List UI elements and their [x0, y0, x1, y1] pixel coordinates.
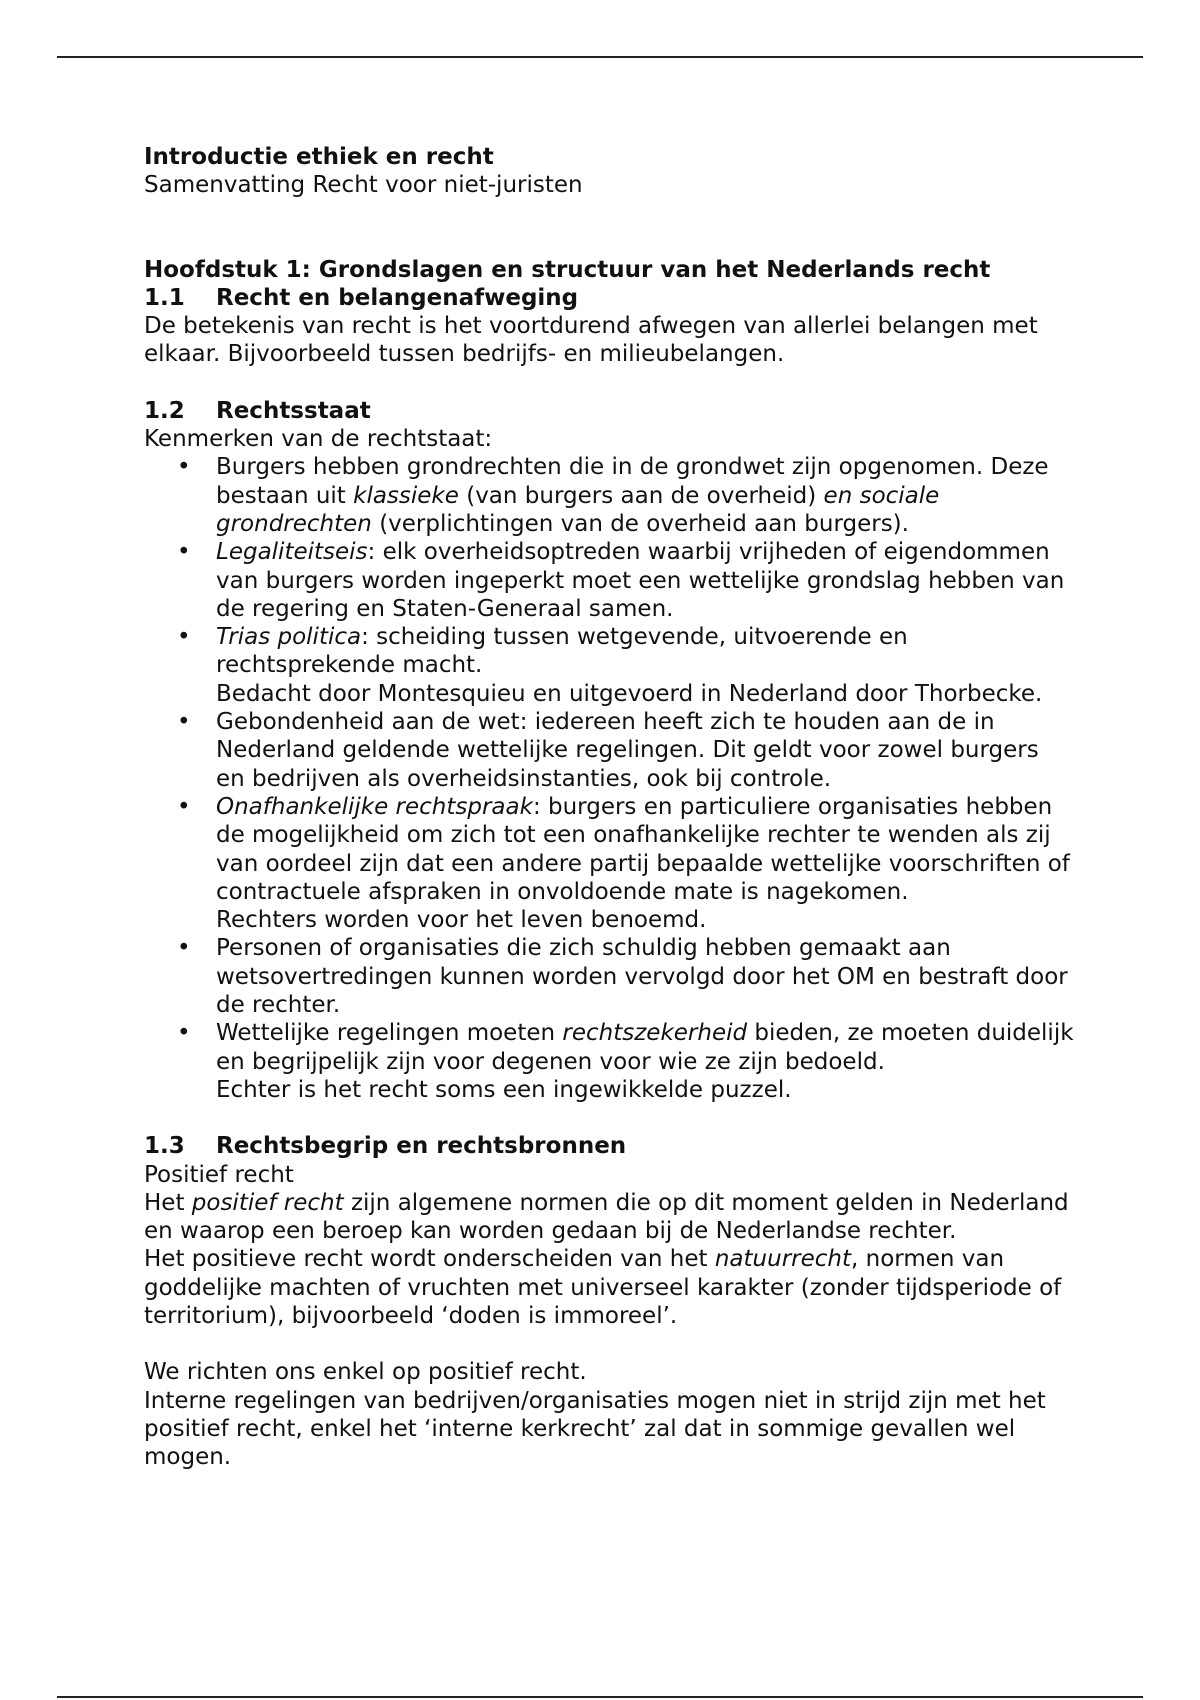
list-item-grondrechten: • Burgers hebben grondrechten die in de grondwet zijn opgenomen. Deze bestaan uit klassieke (van burgers aan de overheid) en sociale grondrechten (verplichtingen van de overheid aan burgers). — [144, 453, 1074, 538]
section-number: 1.3 — [144, 1133, 185, 1160]
section-number: 1.2 — [144, 397, 185, 424]
document-title: Introductie ethiek en recht — [144, 144, 494, 170]
list-item-rechtszekerheid: • Wettelijke regelingen moeten rechtszekerheid bieden, ze moeten duidelijk en begrijpelijk zijn voor degenen voor wie ze zijn bedoeld. Echter is het recht soms een ingewikkelde puzzel. — [144, 1019, 1074, 1104]
list-item-trias-politica: • Trias politica: scheiding tussen wetgevende, uitvoerende en rechtsprekende macht. Bedacht door Montesquieu en uitgevoerd in Nederland door Thorbecke. — [144, 623, 1074, 708]
list-item-vervolging: • Personen of organisaties die zich schuldig hebben gemaakt aan wetsovertredingen kunnen worden vervolgd door het OM en bestraft door de rechter. — [144, 934, 1074, 1019]
list-item-gebondenheid: • Gebondenheid aan de wet: iedereen heeft zich te houden aan de in Nederland geldende wettelijke regelingen. Dit geldt voor zowel burgers en bedrijven als overheidsinstanties, ook bij controle. — [144, 708, 1074, 793]
section-title: Rechtsbegrip en rechtsbronnen — [216, 1133, 627, 1160]
section-1-2-intro: Kenmerken van de rechtstaat: — [144, 426, 493, 453]
section-1-2-heading — [144, 397, 1074, 425]
list-item-rechtspraak: • Onafhankelijke rechtspraak: burgers en particuliere organisaties hebben de mogelijkheid om zich tot een onafhankelijke rechter te wenden als zij van oordeel zijn dat een andere partij bepaalde wettelijke voorschriften of contractuele afspraken in onvoldoende mate is nagekomen. Rechters worden voor het leven benoemd. — [144, 793, 1074, 934]
section-1-1-heading — [144, 284, 1074, 312]
document-body — [144, 143, 1074, 1471]
list-item-legaliteitseis: • Legaliteitseis: elk overheidsoptreden waarbij vrijheden of eigendommen van burgers worden ingeperkt moet een wettelijke grondslag hebben van de regering en Staten-Generaal samen. — [144, 538, 1074, 623]
section-title: Recht en belangenafweging — [216, 284, 579, 311]
paragraph-positief-recht: Het positief recht zijn algemene normen die op dit moment gelden in Nederland en waarop een beroep kan worden gedaan bij de Nederlandse rechter. — [144, 1189, 1069, 1245]
section-1-3-heading — [144, 1132, 1074, 1160]
section-1-1-paragraph: De betekenis van recht is het voortdurend afwegen van allerlei belangen met elkaar. Bijvoorbeeld tussen bedrijfs- en milieubelangen. — [144, 313, 1038, 368]
subsection-title: Positief recht — [144, 1161, 294, 1188]
paragraph-focus: We richten ons enkel op positief recht. — [144, 1359, 587, 1386]
header-rule — [57, 56, 1143, 58]
section-number: 1.1 — [144, 284, 185, 311]
section-title: Rechtsstaat — [216, 397, 371, 424]
chapter-title: Hoofdstuk 1: Grondslagen en structuur van het Nederlands recht — [144, 256, 991, 283]
document-subtitle: Samenvatting Recht voor niet-juristen — [144, 172, 583, 199]
paragraph-natuurrecht: Het positieve recht wordt onderscheiden van het natuurrecht, normen van goddelijke machten of vruchten met universeel karakter (zonder tijdsperiode of territorium), bijvoorbeeld ‘doden is immoreel’. — [144, 1246, 1062, 1329]
paragraph-interne-regelingen: Interne regelingen van bedrijven/organisaties mogen niet in strijd zijn met het positief recht, enkel het ‘interne kerkrecht’ zal dat in sommige gevallen wel mogen. — [144, 1387, 1046, 1471]
footer-rule — [57, 1696, 1143, 1698]
rechtsstaat-list — [144, 453, 1074, 1104]
